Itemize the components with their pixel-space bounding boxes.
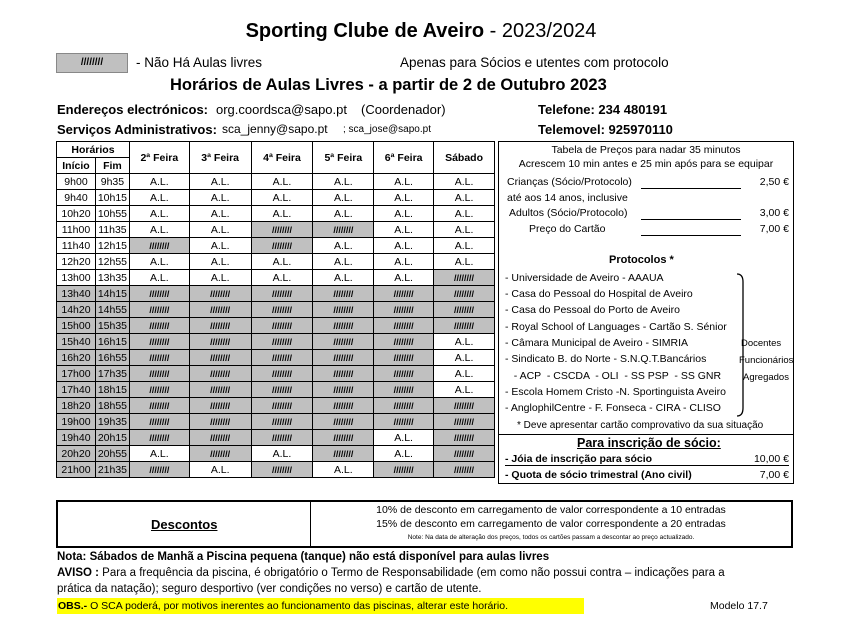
schedule-cell: //////// — [313, 334, 374, 350]
schedule-cell: A.L. — [434, 238, 495, 254]
schedule-cell: //////// — [189, 366, 251, 382]
adults-label: Adultos (Sócio/Protocolo) — [509, 207, 628, 219]
schedule-cell: A.L. — [374, 222, 434, 238]
schedule-cell: //////// — [251, 318, 313, 334]
card-label: Preço do Cartão — [529, 223, 606, 235]
schedule-cell: A.L. — [374, 238, 434, 254]
table-row — [57, 254, 495, 270]
protocol-item: - Casa do Pessoal do Hospital de Aveiro — [505, 288, 693, 300]
schedule-cell: //////// — [189, 286, 251, 302]
start-time-cell: 17h00 — [57, 366, 96, 382]
protocol-item: - Royal School of Languages - Cartão S. Sénior — [505, 321, 727, 333]
schedule-cell: A.L. — [434, 366, 495, 382]
schedule-cell: A.L. — [129, 270, 189, 286]
table-row — [57, 222, 495, 238]
schedule-cell: //////// — [129, 414, 189, 430]
legend-text: - Não Há Aulas livres — [136, 55, 263, 70]
schedule-cell: //////// — [374, 302, 434, 318]
end-time-cell: 10h15 — [95, 190, 129, 206]
start-time-cell: 19h40 — [57, 430, 96, 446]
schedule-cell: //////// — [129, 462, 189, 478]
schedule-cell: A.L. — [129, 222, 189, 238]
schedule-cell: //////// — [434, 414, 495, 430]
prices-subtitle: Acrescem 10 min antes e 25 min após para se equipar — [518, 158, 774, 170]
aviso-line-2: prática da natação); seguro desportivo (ver condições no verso) e cartão de utente. — [57, 583, 482, 595]
schedule-table — [56, 141, 495, 478]
divider — [499, 434, 793, 435]
schedule-cell: //////// — [251, 382, 313, 398]
end-time-cell: 21h35 — [95, 462, 129, 478]
schedule-cell: A.L. — [374, 174, 434, 190]
table-row — [57, 382, 495, 398]
schedule-cell: //////// — [313, 302, 374, 318]
schedule-cell: //////// — [129, 286, 189, 302]
end-time-cell: 12h15 — [95, 238, 129, 254]
schedule-cell: //////// — [313, 286, 374, 302]
admin-label: Serviços Administrativos: — [57, 122, 217, 137]
discount-note: Note: Na data de alteração dos preços, todos os cartões passam a descontar ao preço actualizado. — [407, 534, 695, 541]
schedule-cell: //////// — [374, 350, 434, 366]
obs-highlight: OBS.- O SCA poderá, por motivos inerentes ao funcionamento das piscinas, alterar este horário. — [57, 598, 584, 614]
schedule-cell: A.L. — [313, 238, 374, 254]
col-header: Sábado — [434, 142, 495, 174]
schedule-cell: //////// — [189, 430, 251, 446]
schedule-cell: //////// — [129, 382, 189, 398]
schedule-cell: //////// — [374, 414, 434, 430]
schedule-cell: //////// — [434, 318, 495, 334]
schedule-cell: //////// — [313, 382, 374, 398]
schedule-cell: //////// — [129, 334, 189, 350]
schedule-cell: A.L. — [434, 254, 495, 270]
schedule-cell: //////// — [313, 430, 374, 446]
children-underline — [641, 188, 741, 189]
schedule-group-header: Horários — [57, 142, 130, 158]
start-time-cell: 14h20 — [57, 302, 96, 318]
phone: Telefone: 234 480191 — [538, 102, 668, 117]
schedule-cell: //////// — [189, 318, 251, 334]
start-time-cell: 9h40 — [57, 190, 96, 206]
col-header: 6ª Feira — [374, 142, 434, 174]
table-row — [57, 238, 495, 254]
start-time-cell: 17h40 — [57, 382, 96, 398]
schedule-cell: A.L. — [434, 334, 495, 350]
start-time-cell: 19h00 — [57, 414, 96, 430]
table-row — [57, 430, 495, 446]
start-time-cell: 12h20 — [57, 254, 96, 270]
schedule-cell: //////// — [434, 446, 495, 462]
schedule-cell: //////// — [434, 462, 495, 478]
schedule-cell: //////// — [189, 382, 251, 398]
schedule-cell: A.L. — [374, 446, 434, 462]
joining-price: 10,00 € — [753, 453, 789, 465]
schedule-cell: A.L. — [251, 174, 313, 190]
start-time-cell: 21h00 — [57, 462, 96, 478]
table-row — [57, 302, 495, 318]
schedule-cell: //////// — [189, 414, 251, 430]
schedule-cell: A.L. — [251, 206, 313, 222]
schedule-cell: A.L. — [189, 238, 251, 254]
schedule-cell: //////// — [313, 366, 374, 382]
end-time-cell: 11h35 — [95, 222, 129, 238]
table-row — [57, 334, 495, 350]
schedule-cell: //////// — [251, 302, 313, 318]
start-time-cell: 13h40 — [57, 286, 96, 302]
protocols-title: Protocolos * — [609, 254, 674, 266]
schedule-cell: //////// — [313, 318, 374, 334]
end-time-cell: 14h55 — [95, 302, 129, 318]
email-label: Endereços electrónicos: — [57, 102, 208, 117]
schedule-cell: A.L. — [434, 190, 495, 206]
schedule-cell: //////// — [129, 318, 189, 334]
schedule-cell: A.L. — [374, 190, 434, 206]
discounts-box — [56, 500, 793, 548]
schedule-cell: //////// — [251, 462, 313, 478]
schedule-cell: //////// — [374, 462, 434, 478]
protocol-item: - ACP - CSCDA - OLI - SS PSP - SS GNR — [505, 370, 722, 382]
schedule-cell: //////// — [251, 222, 313, 238]
schedule-cell: A.L. — [313, 174, 374, 190]
page-title: Sporting Clube de Aveiro - 2023/2024 — [245, 20, 597, 42]
schedule-cell: //////// — [129, 302, 189, 318]
schedule-cell: //////// — [434, 286, 495, 302]
schedule-cell: //////// — [374, 286, 434, 302]
start-time-cell: 15h00 — [57, 318, 96, 334]
schedule-cell: A.L. — [251, 270, 313, 286]
schedule-cell: //////// — [251, 350, 313, 366]
schedule-cell: //////// — [251, 398, 313, 414]
schedule-cell: A.L. — [189, 174, 251, 190]
schedule-cell: //////// — [313, 414, 374, 430]
discounts-label: Descontos — [151, 517, 218, 532]
end-time-cell: 15h35 — [95, 318, 129, 334]
schedule-cell: A.L. — [251, 254, 313, 270]
schedule-cell: //////// — [313, 222, 374, 238]
schedule-cell: //////// — [189, 398, 251, 414]
start-time-cell: 11h40 — [57, 238, 96, 254]
schedule-cell: //////// — [434, 398, 495, 414]
schedule-cell: //////// — [129, 430, 189, 446]
card-price: 7,00 € — [759, 223, 789, 235]
end-time-cell: 18h55 — [95, 398, 129, 414]
schedule-cell: A.L. — [189, 222, 251, 238]
end-time-cell: 13h35 — [95, 270, 129, 286]
schedule-cell: //////// — [434, 270, 495, 286]
start-time-cell: 16h20 — [57, 350, 96, 366]
schedule-cell: A.L. — [313, 206, 374, 222]
schedule-cell: A.L. — [313, 270, 374, 286]
end-time-cell: 16h15 — [95, 334, 129, 350]
schedule-cell: A.L. — [434, 206, 495, 222]
schedule-cell: A.L. — [313, 190, 374, 206]
side-label-agregados: Agregados — [743, 372, 789, 383]
table-row — [57, 446, 495, 462]
side-label-docentes: Docentes — [741, 338, 782, 349]
schedule-cell: A.L. — [313, 254, 374, 270]
col-header: Início — [57, 158, 96, 174]
schedule-cell: //////// — [313, 398, 374, 414]
schedule-cell: A.L. — [434, 382, 495, 398]
schedule-cell: //////// — [189, 350, 251, 366]
protocol-item: - AnglophilCentre - F. Fonseca - CIRA - CLISO — [505, 402, 721, 414]
schedule-cell: A.L. — [129, 174, 189, 190]
table-row — [57, 414, 495, 430]
table-row — [57, 366, 495, 382]
schedule-cell: //////// — [374, 318, 434, 334]
schedule-cell: //////// — [251, 430, 313, 446]
schedule-cell: //////// — [374, 366, 434, 382]
schedule-cell: //////// — [251, 414, 313, 430]
col-header: 5ª Feira — [313, 142, 374, 174]
schedule-cell: //////// — [374, 398, 434, 414]
schedule-cell: A.L. — [129, 206, 189, 222]
col-header: 4ª Feira — [251, 142, 313, 174]
discount-line-2: 15% de desconto em carregamento de valor correspondente a 20 entradas — [376, 518, 726, 530]
end-time-cell: 18h15 — [95, 382, 129, 398]
table-row — [57, 174, 495, 190]
children-price: 2,50 € — [759, 176, 789, 188]
children-label: Crianças (Sócio/Protocolo) — [507, 176, 632, 188]
schedule-cell: //////// — [251, 286, 313, 302]
model-number: Modelo 17.7 — [710, 600, 768, 612]
schedule-cell: A.L. — [189, 462, 251, 478]
footer-note: Nota: Sábados de Manhã a Piscina pequena (tanque) não está disponível para aulas livres — [57, 551, 550, 563]
schedule-cell: A.L. — [313, 462, 374, 478]
schedule-cell: A.L. — [189, 206, 251, 222]
start-time-cell: 15h40 — [57, 334, 96, 350]
col-header: 2ª Feira — [129, 142, 189, 174]
schedule-cell: A.L. — [251, 446, 313, 462]
schedule-cell: //////// — [129, 398, 189, 414]
quota-price: 7,00 € — [759, 469, 789, 481]
protocol-item: - Casa do Pessoal do Porto de Aveiro — [505, 304, 680, 316]
schedule-cell: //////// — [434, 302, 495, 318]
schedule-cell: A.L. — [251, 190, 313, 206]
end-time-cell: 20h15 — [95, 430, 129, 446]
admin-email-1[interactable]: sca_jenny@sapo.pt — [222, 122, 328, 136]
protocols-footnote: * Deve apresentar cartão comprovativo da sua situação — [517, 420, 764, 431]
table-row — [57, 190, 495, 206]
membership-title: Para inscrição de sócio: — [577, 436, 721, 450]
start-time-cell: 9h00 — [57, 174, 96, 190]
schedule-cell: A.L. — [374, 270, 434, 286]
prices-panel — [498, 141, 794, 484]
end-time-cell: 14h15 — [95, 286, 129, 302]
col-header: Fim — [95, 158, 129, 174]
quota-label: - Quota de sócio trimestral (Ano civil) — [505, 469, 692, 481]
schedule-cell: A.L. — [189, 270, 251, 286]
schedule-cell: //////// — [129, 350, 189, 366]
schedule-cell: //////// — [189, 446, 251, 462]
discount-line-1: 10% de desconto em carregamento de valor correspondente a 10 entradas — [376, 504, 726, 516]
end-time-cell: 9h35 — [95, 174, 129, 190]
adults-price: 3,00 € — [759, 207, 789, 219]
schedule-cell: //////// — [251, 334, 313, 350]
end-time-cell: 19h35 — [95, 414, 129, 430]
start-time-cell: 13h00 — [57, 270, 96, 286]
start-time-cell: 10h20 — [57, 206, 96, 222]
end-time-cell: 12h55 — [95, 254, 129, 270]
schedule-cell: A.L. — [129, 446, 189, 462]
schedule-cell: //////// — [374, 382, 434, 398]
children-note: até aos 14 anos, inclusive — [507, 192, 628, 204]
schedule-cell: //////// — [189, 302, 251, 318]
legend-members-text: Apenas para Sócios e utentes com protocolo — [400, 55, 669, 70]
table-row — [57, 318, 495, 334]
schedule-subtitle: Horários de Aulas Livres - a partir de 2 de Outubro 2023 — [170, 76, 607, 94]
schedule-cell: //////// — [189, 334, 251, 350]
adults-underline — [641, 219, 741, 220]
table-row — [57, 398, 495, 414]
table-row — [57, 270, 495, 286]
protocol-item: - Universidade de Aveiro - AAAUA — [505, 272, 664, 284]
schedule-cell: A.L. — [129, 254, 189, 270]
table-row — [57, 350, 495, 366]
end-time-cell: 17h35 — [95, 366, 129, 382]
schedule-cell: A.L. — [189, 190, 251, 206]
col-header: 3ª Feira — [189, 142, 251, 174]
schedule-cell: //////// — [313, 446, 374, 462]
joining-underline — [505, 465, 789, 466]
end-time-cell: 10h55 — [95, 206, 129, 222]
email-link[interactable]: org.coordsca@sapo.pt — [216, 102, 347, 117]
schedule-cell: //////// — [129, 238, 189, 254]
table-row — [57, 286, 495, 302]
schedule-cell: A.L. — [374, 430, 434, 446]
protocol-item: - Sindicato B. do Norte - S.N.Q.T.Bancários — [505, 353, 707, 365]
schedule-cell: //////// — [313, 350, 374, 366]
schedule-cell: //////// — [434, 430, 495, 446]
schedule-cell: A.L. — [434, 222, 495, 238]
aviso-line-1: AVISO : Para a frequência da piscina, é obrigatório o Termo de Responsabilidade (em como não possui contra – indicações para a — [57, 567, 725, 579]
schedule-cell: A.L. — [129, 190, 189, 206]
joining-label: - Jóia de inscrição para sócio — [505, 453, 653, 465]
end-time-cell: 16h55 — [95, 350, 129, 366]
start-time-cell: 18h20 — [57, 398, 96, 414]
schedule-cell: //////// — [374, 334, 434, 350]
start-time-cell: 11h00 — [57, 222, 96, 238]
card-underline — [641, 235, 741, 236]
end-time-cell: 20h55 — [95, 446, 129, 462]
email-role: (Coordenador) — [361, 102, 446, 117]
protocol-item: - Escola Homem Cristo -N. Sportinguista Aveiro — [505, 386, 726, 398]
schedule-cell: A.L. — [434, 174, 495, 190]
mobile-phone: Telemovel: 925970110 — [538, 122, 673, 137]
legend-hatched-swatch: //////// — [56, 53, 128, 73]
start-time-cell: 20h20 — [57, 446, 96, 462]
admin-email-2[interactable]: ; sca_jose@sapo.pt — [343, 124, 431, 135]
schedule-cell: //////// — [251, 366, 313, 382]
schedule-cell: A.L. — [434, 350, 495, 366]
side-label-funcionarios: Funcionários — [739, 355, 794, 366]
schedule-cell: A.L. — [189, 254, 251, 270]
table-row — [57, 206, 495, 222]
schedule-cell: //////// — [251, 238, 313, 254]
table-row — [57, 462, 495, 478]
prices-title: Tabela de Preços para nadar 35 minutos — [551, 144, 741, 156]
protocol-item: - Câmara Municipal de Aveiro - SIMRIA — [505, 337, 689, 349]
schedule-cell: //////// — [129, 366, 189, 382]
schedule-cell: A.L. — [374, 206, 434, 222]
schedule-cell: A.L. — [374, 254, 434, 270]
